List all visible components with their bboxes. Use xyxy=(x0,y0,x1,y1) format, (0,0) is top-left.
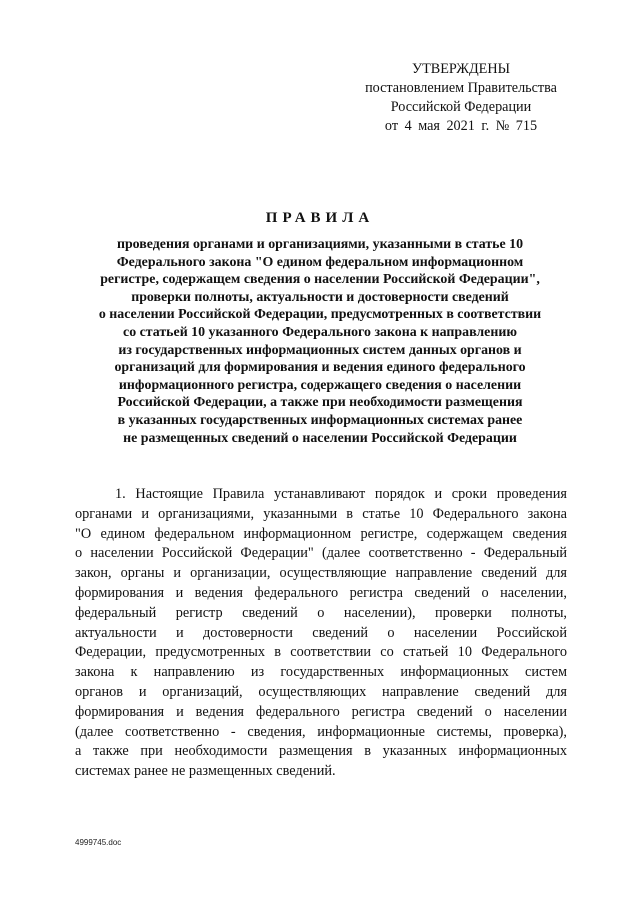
subtitle-line: информационного регистра, содержащего сведения о населении xyxy=(118,377,522,393)
approval-line: Российской Федерации xyxy=(390,99,532,115)
paragraph-line: актуальности и достоверности сведений о населении Российской xyxy=(75,624,567,641)
subtitle-line: проверки полноты, актуальности и достоверности сведений xyxy=(131,289,509,305)
approval-heading: УТВЕРЖДЕНЫ xyxy=(412,61,510,77)
document-title: ПРАВИЛА xyxy=(265,210,375,226)
document-subtitle xyxy=(60,236,580,447)
approval-block xyxy=(350,60,572,136)
paragraph-line: органами и организациями, указанными в статье 10 Федерального закона xyxy=(75,505,567,522)
subtitle-line: проведения органами и организациями, указанными в статье 10 xyxy=(116,237,524,252)
subtitle-line: из государственных информационных систем данных органов и xyxy=(118,342,522,358)
subtitle-line: регистре, содержащем сведения о населении Российской Федерации", xyxy=(100,272,540,288)
paragraph-line: о населении Российской Федерации" (далее соответственно - Федеральный xyxy=(75,545,567,562)
footer-filename: 4999745.doc xyxy=(75,838,122,847)
paragraph-line: органов и организаций, осуществляющих направление сведений для xyxy=(75,683,567,700)
subtitle-line: Российской Федерации, а также при необходимости размещения xyxy=(117,395,523,411)
subtitle-line: со статьей 10 указанного Федерального закона к направлению xyxy=(123,324,517,340)
paragraph-line: закон, органы и организации, осуществляющие направление сведений для xyxy=(75,565,567,582)
paragraph-1 xyxy=(75,485,567,782)
paragraph-line: формирования и ведения федерального регистра сведений о населении xyxy=(75,703,567,720)
approval-date-number: от 4 мая 2021 г. № 715 xyxy=(384,118,538,134)
subtitle-line: Федерального закона "О едином федеральном информационном xyxy=(116,254,524,270)
paragraph-line: "О едином федеральном информационном регистре, содержащем сведения xyxy=(75,525,567,542)
subtitle-line: не размещенных сведений о населении Российской Федерации xyxy=(123,430,517,446)
paragraph-line: федеральный регистр сведений о населении), проверки полноты, xyxy=(75,604,567,621)
paragraph-line: Федерации, предусмотренных в соответствии со статьей 10 Федерального xyxy=(75,644,567,661)
subtitle-line: организаций для формирования и ведения единого федерального xyxy=(114,360,526,376)
subtitle-line: в указанных государственных информационных системах ранее xyxy=(117,412,523,428)
paragraph-line: закона к направлению из государственных информационных систем xyxy=(75,664,567,681)
subtitle-line: о населении Российской Федерации, предусмотренных в соответствии xyxy=(98,307,542,323)
paragraph-line: 1. Настоящие Правила устанавливают порядок и сроки проведения xyxy=(115,486,567,502)
paragraph-line: системах ранее не размещенных сведений. xyxy=(75,763,336,780)
paragraph-line: (далее соответственно - сведения, информационные системы, проверка), xyxy=(75,723,567,740)
paragraph-line: а также при необходимости размещения в указанных информационных xyxy=(75,743,567,760)
paragraph-line: формирования и ведения федерального регистра сведений о населении, xyxy=(75,584,567,601)
approval-line: постановлением Правительства xyxy=(365,80,557,96)
